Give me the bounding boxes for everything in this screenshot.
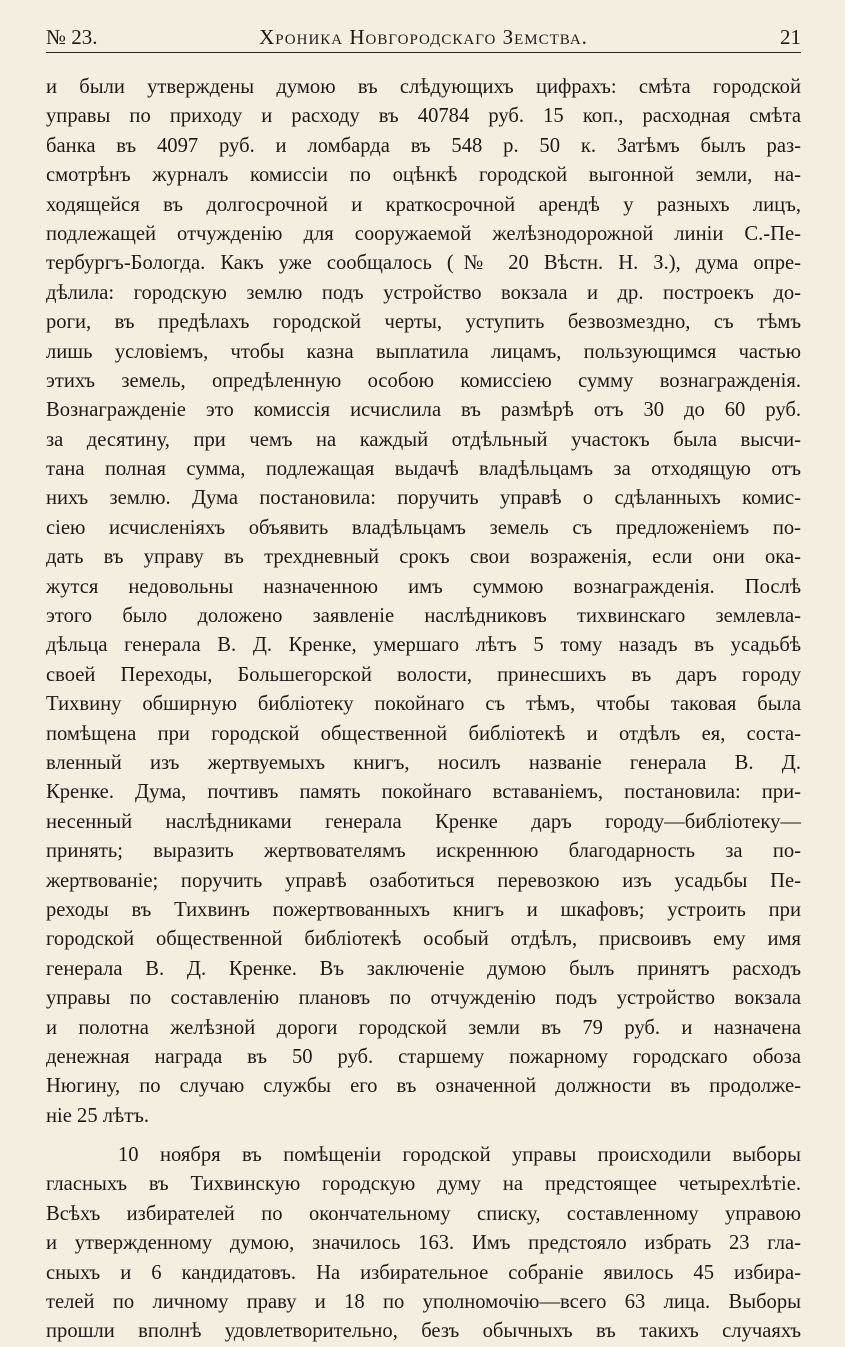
text-line: прошли вполнѣ удовлетворительно, безъ обычныхъ въ такихъ случаяхъ: [46, 1320, 801, 1343]
text-line: генерала В. Д. Кренке. Въ заключеніе думою былъ принятъ расходъ: [46, 957, 801, 980]
text-line: дѣлила: городскую землю подъ устройство вокзала и др. построекъ до-: [46, 281, 801, 304]
text-line: дѣльца генерала В. Д. Кренке, умершаго лѣтъ 5 тому назадъ въ усадьбѣ: [46, 634, 801, 657]
text-line: ніе 25 лѣтъ.: [46, 1104, 150, 1127]
text-line: помѣщена при городской общественной библіотекѣ и отдѣлъ ея, соста-: [46, 722, 801, 745]
text-line: нихъ землю. Дума постановила: поручить управѣ о сдѣланныхъ комис-: [46, 487, 801, 510]
text-line: сіею исчисленіяхъ объявить владѣльцамъ земель съ предложеніемъ по-: [46, 516, 801, 539]
text-line: городской общественной библіотекѣ особый отдѣлъ, присвоивъ ему имя: [46, 928, 801, 951]
text-line: Тихвину обширную библіотеку покойнаго съ тѣмъ, чтобы таковая была: [46, 693, 801, 716]
text-line: денежная награда въ 50 руб. старшему пожарному городскаго обоза: [46, 1045, 801, 1068]
page-number: 21: [780, 25, 801, 49]
text-line: вленный изъ жертвуемыхъ книгъ, носилъ названіе генерала В. Д.: [46, 751, 801, 774]
text-line: Кренке. Дума, почтивъ память покойнаго вставаніемъ, постановила: при-: [46, 781, 801, 804]
text-line: за десятину, при чемъ на каждый отдѣльный участокъ была высчи-: [46, 428, 801, 451]
text-line: тана полная сумма, подлежащая выдачѣ владѣльцамъ за отходящую отъ: [46, 458, 801, 481]
body-text: [46, 73, 801, 1347]
text-line: жутся недовольны назначенною имъ суммою вознагражденія. Послѣ: [46, 575, 801, 598]
text-line: смотрѣнъ журналъ комиссіи по оцѣнкѣ городской выгонной земли, на-: [46, 164, 801, 187]
text-line: роги, въ предѣлахъ городской черты, уступить безвозмездно, съ тѣмъ: [46, 311, 801, 334]
running-header: [46, 22, 801, 53]
text-line: жертвованіе; поручить управѣ озаботиться перевозкою изъ усадьбы Пе-: [46, 869, 801, 892]
text-line: подлежащей отчужденію для сооружаемой желѣзнодорожной линіи С.-Пе-: [46, 222, 801, 245]
text-line: этихъ земель, опредѣленную особою комиссіею сумму вознагражденія.: [46, 369, 801, 392]
text-line: тербургъ-Бологда. Какъ уже сообщалось (№ 20 Вѣстн. Н. З.), дума опре-: [46, 252, 801, 275]
issue-number: № 23.: [46, 25, 98, 49]
text-line: реходы въ Тихвинъ пожертвованныхъ книгъ и шкафовъ; устроить при: [46, 898, 801, 921]
text-line: банка въ 4097 руб. и ломбарда въ 548 р. 50 к. Затѣмъ былъ раз-: [46, 134, 801, 157]
text-line: гласныхъ въ Тихвинскую городскую думу на предстоящее четырехлѣтіе.: [46, 1173, 801, 1196]
text-line: и утвержденному думою, значилось 163. Имъ предстояло избрать 23 гла-: [46, 1232, 801, 1255]
text-line: дать въ управу въ трехдневный срокъ свои возраженія, если они ока-: [46, 546, 801, 569]
text-line: ходящейся въ долгосрочной и краткосрочной арендѣ у разныхъ лицъ,: [46, 193, 801, 216]
page-title: Хроника Новгородскаго Земства.: [259, 25, 588, 49]
text-line: Всѣхъ избирателей по окончательному списку, составленному управою: [46, 1202, 801, 1225]
text-line: 10 ноября въ помѣщеніи городской управы происходили выборы: [118, 1144, 801, 1167]
paragraph: [46, 73, 801, 1131]
text-line: своей Переходы, Большегорской волости, принесшихъ въ даръ городу: [46, 663, 801, 686]
text-line: телей по личному праву и 18 по уполномочію—всего 63 лица. Выборы: [46, 1291, 801, 1314]
text-line: Вознагражденіе это комиссія исчислила въ размѣрѣ отъ 30 до 60 руб.: [46, 399, 801, 422]
text-line: управы по приходу и расходу въ 40784 руб. 15 коп., расходная смѣта: [46, 105, 801, 128]
text-line: принять; выразить жертвователямъ искреннюю благодарность за по-: [46, 840, 801, 863]
text-line: Нюгину, по случаю службы его въ означенной должности въ продолже-: [46, 1075, 801, 1098]
text-line: и полотна желѣзной дороги городской земли въ 79 руб. и назначена: [46, 1016, 801, 1039]
paragraph: [46, 1141, 801, 1347]
text-line: сныхъ и 6 кандидатовъ. На избирательное собраніе явилось 45 избира-: [46, 1261, 801, 1284]
text-line: управы по составленію плановъ по отчужденію подъ устройство вокзала: [46, 987, 801, 1010]
text-line: этого было доложено заявленіе наслѣдниковъ тихвинскаго землевла-: [46, 605, 801, 628]
text-line: лишь условіемъ, чтобы казна выплатила лицамъ, пользующимся частью: [46, 340, 801, 363]
text-line: и были утверждены думою въ слѣдующихъ цифрахъ: смѣта городской: [46, 76, 801, 98]
text-line: несенный наслѣдниками генерала Кренке даръ городу—библіотеку—: [46, 810, 801, 833]
